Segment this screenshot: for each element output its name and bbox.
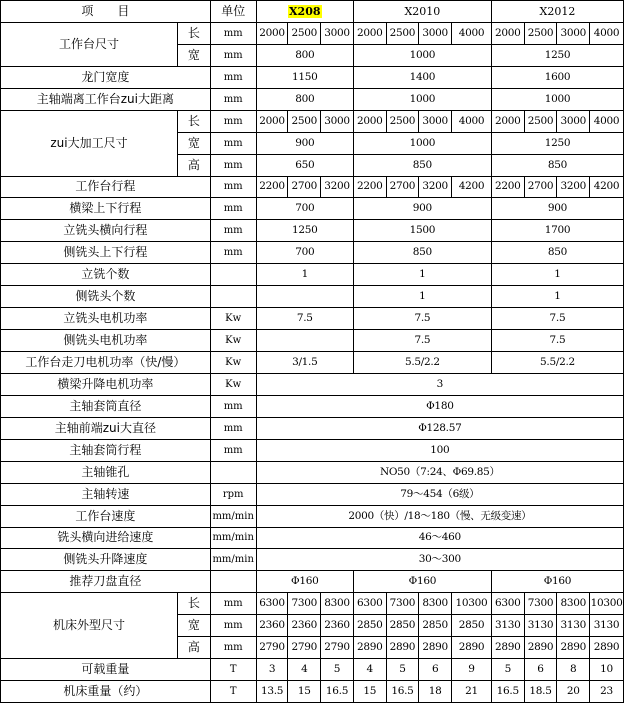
table-row — [1, 593, 624, 615]
row-value: 1 — [256, 264, 353, 286]
row-value: 1 — [353, 264, 491, 286]
table-row — [1, 242, 624, 264]
row-value: 4 — [353, 659, 386, 681]
row-value: 6 — [524, 659, 557, 681]
row-value: 700 — [256, 198, 353, 220]
row-unit: rpm — [210, 483, 256, 505]
row-unit — [210, 264, 256, 286]
row-label: 工作台走刀电机功率（快/慢） — [1, 352, 211, 374]
row-value-all: 46～460 — [256, 527, 623, 549]
row-value: 1000 — [353, 88, 491, 110]
row-value: 16.5 — [321, 681, 354, 703]
row-value: 2890 — [353, 637, 386, 659]
row-unit: mm — [210, 176, 256, 198]
row-value: 2000 — [256, 22, 288, 44]
row-label: 立铣个数 — [1, 264, 211, 286]
row-label: 可载重量 — [1, 659, 211, 681]
row-value: 2890 — [491, 637, 524, 659]
row-value: 15 — [353, 681, 386, 703]
row-value: 8300 — [557, 593, 590, 615]
row-value: 1000 — [353, 132, 491, 154]
row-unit: mm — [210, 417, 256, 439]
row-unit: Kw — [210, 373, 256, 395]
row-value: 5 — [491, 659, 524, 681]
row-label: 立铣头电机功率 — [1, 308, 211, 330]
row-value: 1250 — [491, 132, 623, 154]
row-value: 2360 — [288, 615, 321, 637]
row-value: 18.5 — [524, 681, 557, 703]
row-value: 3130 — [557, 615, 590, 637]
row-value: 6300 — [353, 593, 386, 615]
table-row — [1, 220, 624, 242]
row-value: 10300 — [452, 593, 492, 615]
table-row — [1, 549, 624, 571]
row-value: 3000 — [419, 110, 452, 132]
row-sublabel: 长 — [177, 22, 210, 44]
row-value: 13.5 — [256, 681, 288, 703]
row-label: 主轴套筒行程 — [1, 439, 211, 461]
row-value: 800 — [256, 88, 353, 110]
row-value: 1000 — [353, 44, 491, 66]
row-value: 6300 — [256, 593, 288, 615]
table-row — [1, 286, 624, 308]
row-unit: mm — [210, 154, 256, 176]
row-sublabel: 宽 — [177, 44, 210, 66]
row-value: 10 — [590, 659, 624, 681]
row-value-all: 79～454（6级） — [256, 483, 623, 505]
row-value: 16.5 — [386, 681, 419, 703]
table-row — [1, 176, 624, 198]
row-value-all: 100 — [256, 439, 623, 461]
header-model: X2010 — [353, 1, 491, 23]
row-value: 2500 — [524, 110, 557, 132]
row-value: 1 — [491, 264, 623, 286]
row-label: 主轴前端zui大直径 — [1, 417, 211, 439]
row-label: 机床重量（约） — [1, 681, 211, 703]
table-row — [1, 330, 624, 352]
row-value: 1000 — [491, 88, 623, 110]
row-label: 工作台速度 — [1, 505, 211, 527]
row-label: 龙门宽度 — [1, 66, 211, 88]
row-value: 850 — [353, 154, 491, 176]
row-value: 1600 — [491, 66, 623, 88]
row-value: 2200 — [353, 176, 386, 198]
row-value: 5 — [386, 659, 419, 681]
row-value: 3130 — [491, 615, 524, 637]
row-value — [256, 286, 353, 308]
row-sublabel: 宽 — [177, 132, 210, 154]
table-row — [1, 22, 624, 44]
row-value: 2000 — [353, 22, 386, 44]
table-row — [1, 527, 624, 549]
row-unit: mm — [210, 110, 256, 132]
row-unit: mm — [210, 593, 256, 615]
row-unit: mm — [210, 22, 256, 44]
row-value: Φ160 — [353, 571, 491, 593]
row-value: 3000 — [321, 22, 354, 44]
row-value: 3 — [256, 659, 288, 681]
row-value: 7300 — [386, 593, 419, 615]
table-row — [1, 110, 624, 132]
row-value: 4200 — [452, 176, 492, 198]
row-unit — [210, 286, 256, 308]
row-value: 4 — [288, 659, 321, 681]
table-row — [1, 352, 624, 374]
row-value-all: 3 — [256, 373, 623, 395]
row-value: 3000 — [557, 110, 590, 132]
row-value: 10300 — [590, 593, 624, 615]
row-value: 4000 — [452, 22, 492, 44]
row-value: 7.5 — [491, 308, 623, 330]
row-value: 2500 — [386, 22, 419, 44]
row-label: 侧铣头上下行程 — [1, 242, 211, 264]
row-value: 8300 — [321, 593, 354, 615]
row-value: 850 — [491, 154, 623, 176]
row-value: 3/1.5 — [256, 352, 353, 374]
row-value: 4000 — [590, 110, 624, 132]
row-label: 铣头横向进给速度 — [1, 527, 211, 549]
row-value: Φ160 — [256, 571, 353, 593]
row-value: 2850 — [386, 615, 419, 637]
row-unit: mm — [210, 220, 256, 242]
row-value-all: 30～300 — [256, 549, 623, 571]
row-sublabel: 宽 — [177, 615, 210, 637]
row-value — [256, 330, 353, 352]
row-value: 2890 — [386, 637, 419, 659]
row-value: 2200 — [256, 176, 288, 198]
row-unit: mm/min — [210, 527, 256, 549]
table-row — [1, 88, 624, 110]
table-row — [1, 439, 624, 461]
row-value: 1700 — [491, 220, 623, 242]
row-value: 2000 — [491, 22, 524, 44]
row-value: 7.5 — [353, 330, 491, 352]
row-sublabel: 高 — [177, 637, 210, 659]
row-value: 2790 — [288, 637, 321, 659]
row-value: Φ160 — [491, 571, 623, 593]
row-value: 2890 — [590, 637, 624, 659]
row-value: 21 — [452, 681, 492, 703]
row-value: 7.5 — [353, 308, 491, 330]
row-value: 4200 — [590, 176, 624, 198]
row-label: 侧铣头电机功率 — [1, 330, 211, 352]
row-value: 5 — [321, 659, 354, 681]
table-row — [1, 417, 624, 439]
row-value: 23 — [590, 681, 624, 703]
row-value: 1 — [491, 286, 623, 308]
row-value: 7.5 — [256, 308, 353, 330]
row-value-all: Φ128.57 — [256, 417, 623, 439]
row-unit: T — [210, 681, 256, 703]
row-label: 工作台行程 — [1, 176, 211, 198]
row-label: 横梁上下行程 — [1, 198, 211, 220]
row-value: 4000 — [452, 110, 492, 132]
row-value: 16.5 — [491, 681, 524, 703]
row-value: 2850 — [353, 615, 386, 637]
row-unit — [210, 461, 256, 483]
row-value: 7300 — [288, 593, 321, 615]
row-value: 1250 — [256, 220, 353, 242]
row-value: 2000 — [353, 110, 386, 132]
table-row — [1, 198, 624, 220]
row-value-all: Φ180 — [256, 395, 623, 417]
row-value: 900 — [353, 198, 491, 220]
row-value: 1500 — [353, 220, 491, 242]
table-row — [1, 373, 624, 395]
row-value: 1250 — [491, 44, 623, 66]
row-value: 2850 — [452, 615, 492, 637]
row-label: 主轴锥孔 — [1, 461, 211, 483]
row-value: 4000 — [590, 22, 624, 44]
row-value: 900 — [491, 198, 623, 220]
row-value: 3200 — [321, 176, 354, 198]
row-unit: mm — [210, 242, 256, 264]
row-value: 850 — [491, 242, 623, 264]
row-unit: mm — [210, 615, 256, 637]
row-label: 横梁升降电机功率 — [1, 373, 211, 395]
header-model — [256, 1, 353, 23]
header-item: 项 目 — [1, 1, 211, 23]
table-row — [1, 395, 624, 417]
row-unit: mm/min — [210, 505, 256, 527]
row-value: 2790 — [321, 637, 354, 659]
row-value: 650 — [256, 154, 353, 176]
row-value: 5.5/2.2 — [353, 352, 491, 374]
row-value: 7.5 — [491, 330, 623, 352]
row-value: 2000 — [256, 110, 288, 132]
row-value: 5.5/2.2 — [491, 352, 623, 374]
row-label: 工作台尺寸 — [1, 22, 178, 66]
row-value: 3000 — [321, 110, 354, 132]
row-value-all: NO50（7:24、Φ69.85） — [256, 461, 623, 483]
row-value: 900 — [256, 132, 353, 154]
row-value: 1400 — [353, 66, 491, 88]
row-value: 3200 — [557, 176, 590, 198]
table-row — [1, 681, 624, 703]
row-value: 2360 — [321, 615, 354, 637]
row-unit: mm/min — [210, 549, 256, 571]
row-label: 推荐刀盘直径 — [1, 571, 211, 593]
row-value: 2700 — [288, 176, 321, 198]
row-value: 2000 — [491, 110, 524, 132]
row-unit: mm — [210, 88, 256, 110]
row-value: 2890 — [524, 637, 557, 659]
row-value: 6 — [419, 659, 452, 681]
row-value: 2890 — [419, 637, 452, 659]
row-value: 2200 — [491, 176, 524, 198]
row-unit: mm — [210, 395, 256, 417]
row-unit: Kw — [210, 352, 256, 374]
row-value: 2700 — [386, 176, 419, 198]
row-value: 3000 — [419, 22, 452, 44]
row-value: 2500 — [288, 22, 321, 44]
row-unit: Kw — [210, 308, 256, 330]
row-unit — [210, 571, 256, 593]
row-label: 侧铣头升降速度 — [1, 549, 211, 571]
row-value: 2500 — [288, 110, 321, 132]
row-unit: mm — [210, 66, 256, 88]
header-unit: 单位 — [210, 1, 256, 23]
row-value: 3000 — [557, 22, 590, 44]
row-unit: mm — [210, 198, 256, 220]
row-unit: Kw — [210, 330, 256, 352]
row-sublabel: 长 — [177, 593, 210, 615]
row-value: 700 — [256, 242, 353, 264]
row-value: 1 — [353, 286, 491, 308]
row-value: 2890 — [452, 637, 492, 659]
table-row — [1, 483, 624, 505]
row-label: zui大加工尺寸 — [1, 110, 178, 176]
row-value: 800 — [256, 44, 353, 66]
row-value: 18 — [419, 681, 452, 703]
row-label: 机床外型尺寸 — [1, 593, 178, 659]
row-unit: mm — [210, 132, 256, 154]
table-row — [1, 308, 624, 330]
row-value: 1150 — [256, 66, 353, 88]
row-label: 主轴套筒直径 — [1, 395, 211, 417]
row-label: 主轴转速 — [1, 483, 211, 505]
row-unit: mm — [210, 637, 256, 659]
row-unit: T — [210, 659, 256, 681]
row-value: 2360 — [256, 615, 288, 637]
row-value: 2700 — [524, 176, 557, 198]
table-row — [1, 461, 624, 483]
row-label: 侧铣头个数 — [1, 286, 211, 308]
row-sublabel: 高 — [177, 154, 210, 176]
row-value: 15 — [288, 681, 321, 703]
row-value-all: 2000（快）/18～180（慢、无级变速） — [256, 505, 623, 527]
row-unit: mm — [210, 439, 256, 461]
table-row — [1, 505, 624, 527]
row-value: 2500 — [386, 110, 419, 132]
row-label: 主轴端离工作台zui大距离 — [1, 88, 211, 110]
row-value: 2890 — [557, 637, 590, 659]
header-model-highlight: X208 — [289, 4, 321, 18]
row-value: 8 — [557, 659, 590, 681]
header-model: X2012 — [491, 1, 623, 23]
row-value: 7300 — [524, 593, 557, 615]
row-value: 3200 — [419, 176, 452, 198]
row-value: 850 — [353, 242, 491, 264]
table-row — [1, 66, 624, 88]
table-row — [1, 264, 624, 286]
row-sublabel: 长 — [177, 110, 210, 132]
row-value: 3130 — [524, 615, 557, 637]
table-row — [1, 659, 624, 681]
table-row — [1, 571, 624, 593]
row-value: 3130 — [590, 615, 624, 637]
row-value: 6300 — [491, 593, 524, 615]
row-value: 2790 — [256, 637, 288, 659]
row-value: 9 — [452, 659, 492, 681]
row-value: 2500 — [524, 22, 557, 44]
row-value: 2850 — [419, 615, 452, 637]
row-unit: mm — [210, 44, 256, 66]
row-value: 20 — [557, 681, 590, 703]
header-row — [1, 1, 624, 23]
row-label: 立铣头横向行程 — [1, 220, 211, 242]
row-value: 8300 — [419, 593, 452, 615]
